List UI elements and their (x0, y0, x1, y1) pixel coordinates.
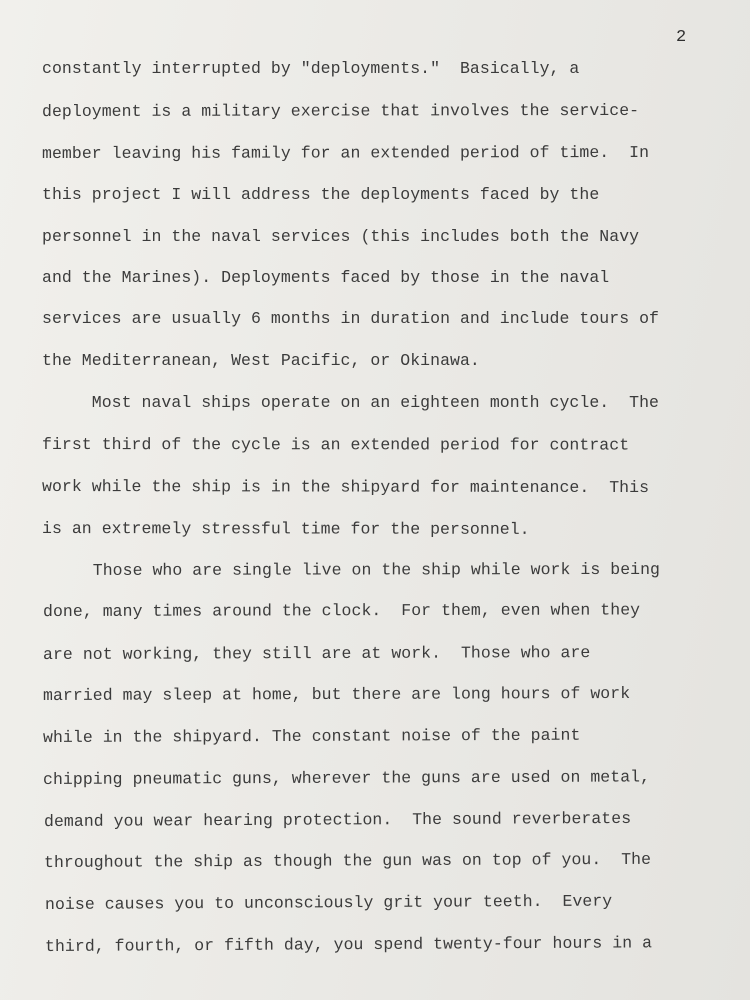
text-line: deployment is a military exercise that involves the service- (41, 100, 640, 121)
text-line: while in the shipyard. The constant noise of the paint (42, 725, 581, 747)
text-line: third, fourth, or fifth day, you spend twenty-four hours in a (44, 933, 653, 956)
text-line: Those who are single live on the ship while work is being (42, 559, 661, 580)
text-line: Most naval ships operate on an eighteen month cycle. The (42, 393, 659, 412)
text-line: chipping pneumatic guns, wherever the guns are used on metal, (42, 767, 651, 789)
text-line: and the Marines). Deployments faced by those in the naval (42, 268, 610, 287)
text-line: first third of the cycle is an extended period for contract (41, 435, 630, 455)
text-line: done, many times around the clock. For them, even when they (42, 600, 641, 621)
text-line: is an extremely stressful time for the personnel. (41, 519, 530, 539)
text-line: constantly interrupted by "deployments." Basically, a (42, 59, 580, 78)
text-line: noise causes you to unconsciously grit your teeth. Every (44, 891, 613, 914)
text-line: personnel in the naval services (this includes both the Navy (42, 227, 640, 246)
text-line: member leaving his family for an extended period of time. In (41, 142, 650, 163)
text-line: work while the ship is in the shipyard for maintenance. This (41, 477, 650, 498)
text-line: throughout the ship as though the gun was on top of you. The (43, 849, 652, 872)
text-line: this project I will address the deployments faced by the (42, 185, 600, 204)
text-line: are not working, they still are at work. Those who are (42, 643, 591, 664)
text-line: demand you wear hearing protection. The sound reverberates (43, 808, 632, 831)
text-line: the Mediterranean, West Pacific, or Okinawa. (42, 351, 480, 370)
text-line: married may sleep at home, but there are long hours of work (42, 683, 631, 705)
page-number: 2 (676, 28, 687, 47)
text-line: services are usually 6 months in duration and include tours of (42, 309, 659, 328)
